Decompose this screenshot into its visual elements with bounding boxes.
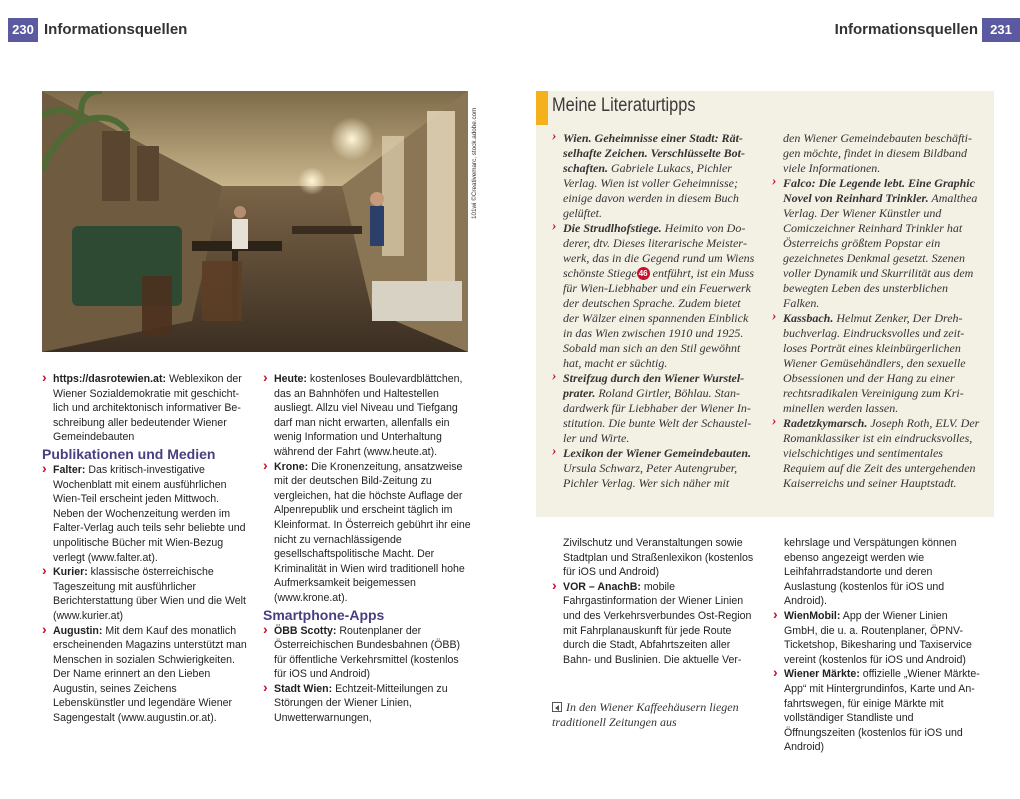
left-page-number: 230 bbox=[8, 18, 38, 42]
item-term: https://dasrotewien.at: bbox=[53, 373, 167, 385]
column-right-1 bbox=[552, 536, 760, 667]
item-term: WienMobil: bbox=[784, 609, 841, 622]
item-term: Falter: bbox=[53, 463, 86, 476]
caption-arrow-icon bbox=[552, 702, 562, 712]
list-item bbox=[263, 682, 471, 726]
literature-item bbox=[552, 446, 758, 491]
book-text: entführt, ist ein Muss für Wien-Liebhaber und ein Feuerwerk der deutschen Sprache. Zudem bietet der Wälzer einen spannenden Einblick in das Wien zwischen 1910 und 1925. Sobald man sich an den Stil gewöhnt hat, macht er süchtig. bbox=[563, 266, 754, 370]
item-text: Das kritisch-investigative Wochenblatt mit einem ausführlichen Wien-Teil erscheint jeden Mittwoch. Neben der Wochenzeitung werden im Falter-Verlag auch teils sehr beliebte und unpolitische Bücher mit Wien-Bezug verlegt (www.falter.at). bbox=[53, 463, 246, 564]
item-term: Augustin: bbox=[53, 624, 103, 637]
item-term: Krone: bbox=[274, 460, 309, 473]
book-text: Gabriele Lukacs, Pichler Verlag. Wien ist voller Geheimnisse; einige davon werden in diesem Buch gelüftet. bbox=[563, 161, 739, 220]
literature-continuation: den Wiener Gemeindebauten beschäftigen möchte, findet in diesem Bildband viele Informationen. bbox=[783, 131, 972, 175]
item-term: VOR – AnachB: bbox=[563, 580, 641, 593]
book-title: Wien. Geheimnisse einer Stadt: Rätselhafte Zeichen. Verschlüsselte Botschaften. bbox=[563, 131, 745, 175]
literature-item bbox=[552, 221, 758, 371]
list-item bbox=[773, 667, 983, 755]
item-term: Kurier: bbox=[53, 566, 88, 579]
book-title: Falco: Die Legende lebt. Eine Graphic Novel von Reinhard Trinkler. bbox=[783, 176, 975, 205]
literature-column-left bbox=[552, 131, 758, 491]
column-left-1 bbox=[42, 372, 250, 726]
list-item bbox=[552, 580, 760, 668]
item-text: Mit dem Kauf des monatlich erscheinenden Magazins unterstützt man Menschen in sozialen Schwierigkeiten. Der Name erinnert an den Lieben Augustin, seines Zeichens Lebenskünstler und legendäre Wiener Sagengestalt (www.augustin.or.at). bbox=[53, 624, 247, 725]
column-left-2 bbox=[263, 372, 471, 726]
book-text: Amalthea Verlag. Der Wiener Künstler und Comiczeichner Reinhard Trinkler hat Österreichs größtem Popstar ein gezeichnetes Denkmal gesetzt. Szenen voller Dynamik und Skurrilität aus dem bewegten Leben des unsterblichen Falken. bbox=[783, 191, 978, 310]
literature-item bbox=[552, 371, 758, 446]
item-text: Routenplaner der Österreichischen Bundesbahnen (ÖBB) für öffentliche Verkehrsmittel (kostenlos für iOS und Android) bbox=[274, 624, 461, 681]
book-title: Kassbach. bbox=[783, 311, 834, 325]
list-item bbox=[42, 624, 250, 726]
book-title: Streifzug durch den Wiener Wurstelprater. bbox=[563, 371, 745, 400]
book-text: Helmut Zenker, Der Drehbuchverlag. Eindrucksvolles und zeitloses Porträt eines kleinbürgerlichen Wiener Gemüsehändlers, den sexuelle Obsessionen und der Hang zu einer rechtsradikalen Vereinigung zum Kriminellen werden lassen. bbox=[783, 311, 966, 415]
book-text: Joseph Roth, ELV. Der Romanklassiker ist ein eindrucksvolles, vielschichtiges und sentimentales Requiem auf die Zeit des untergehenden Kaiserreichs und seiner Hauptstadt. bbox=[783, 416, 980, 490]
item-term: Heute: bbox=[274, 373, 307, 385]
item-text: Weblexikon der Wiener Sozialdemokratie mit geschichtlich und architektonisch informativer Beschreibung aller bedeutender Wiener Gemeindebauten bbox=[53, 373, 242, 444]
book-title: Radetzkymarsch. bbox=[783, 416, 868, 430]
item-text: kostenloses Boulevardblättchen, das an Bahnhöfen und Haltestellen ausliegt. Allzu viel Niveau und Tiefgang darf man nicht erwarten, allenfalls ein wenig Information und Unterhaltung während der Fahrt (www.heute.at). bbox=[274, 373, 463, 458]
item-text: Die Kronenzeitung, ansatzweise mit der deutschen Bild-Zeitung zu vergleichen, hat die höchste Auflage der Alpenrepublik und erscheint täglich im Kleinformat. In Österreich gebührt ihr eine nicht zu vernachlässigende gesellschaftspolitische Macht. Der Kriminalität in Wien wird traditionell hohe Aufmerksamkeit beigemessen (www.krone.at). bbox=[274, 460, 471, 604]
literature-title: Meine Literaturtipps bbox=[552, 95, 696, 116]
left-running-head: Informationsquellen bbox=[44, 21, 188, 38]
list-item bbox=[42, 463, 250, 565]
right-page-number: 231 bbox=[982, 18, 1020, 42]
list-item bbox=[42, 372, 250, 445]
book-text: Roland Girtler, Böhlau. Standardwerk für Liebhaber der Wiener Institution. Die bunte Welt der Schausteller und Wirte. bbox=[563, 386, 752, 445]
list-continuation: kehrslage und Verspätungen können ebenso angezeigt werden wie Leihfahrradstandorte und deren Auslastung (kostenlos für iOS und Android). bbox=[784, 537, 957, 608]
literature-item bbox=[772, 311, 980, 416]
list-item bbox=[42, 565, 250, 623]
right-running-head: Informationsquellen bbox=[834, 21, 978, 38]
item-text: mobile Fahrgastinformation der Wiener Linien und des Verkehrsverbundes Ost-Region mit Fahrplanauskunft für jede Route durch die Stadt, Abfahrtszeiten aller Bahn- und Buslinien. Die aktuelle Ver- bbox=[563, 580, 752, 666]
section-heading-media: Publikationen und Medien bbox=[42, 445, 216, 462]
photo-caption bbox=[552, 700, 772, 730]
book-text: Ursula Schwarz, Peter Autengruber, Pichler Verlag. Wer sich näher mit bbox=[563, 461, 738, 490]
item-term: ÖBB Scotty: bbox=[274, 624, 337, 637]
list-item bbox=[263, 624, 471, 682]
item-text: Echtzeit-Mitteilungen zu Störungen der Wiener Linien, Unwetterwarnungen, bbox=[274, 682, 448, 725]
item-text: App der Wiener Linien GmbH, die u. a. Routenplaner, ÖPNV-Ticketshop, Bikesharing und Taxiservice vereint (kostenlos für iOS und Android) bbox=[784, 609, 972, 666]
literature-column-right bbox=[772, 131, 980, 491]
list-item bbox=[773, 609, 983, 667]
literature-item bbox=[772, 416, 980, 491]
list-item bbox=[263, 460, 471, 606]
literature-box-accent bbox=[536, 91, 548, 125]
caption-text: In den Wiener Kaffeehäusern liegen traditionell Zeitungen aus bbox=[552, 700, 739, 729]
cafe-interior-illustration bbox=[42, 91, 468, 352]
book-title: Lexikon der Wiener Gemeindebauten. bbox=[563, 446, 751, 460]
item-term: Stadt Wien: bbox=[274, 682, 333, 695]
item-text: klassische österreichische Tageszeitung mit ausführlicher Berichterstattung über Wien und die Welt (www.kurier.at) bbox=[53, 566, 246, 622]
photo-credit bbox=[470, 91, 478, 221]
book-title: Die Strudlhofstiege. bbox=[563, 221, 662, 235]
book-text: Heimito von Doderer, dtv. Dieses literarische Meisterwerk, das in die Gegend rund um Wiens schönste Stiege bbox=[563, 221, 755, 280]
cafe-photo bbox=[42, 91, 468, 352]
item-text: offizielle „Wiener Märkte-App“ mit Hintergrundinfos, Karte und Anfahrtswegen, für einige Märkte mit vollständiger Standliste und Öffnungszeiten (kostenlos für iOS und Android) bbox=[784, 668, 980, 754]
map-reference-badge[interactable]: 46 bbox=[637, 267, 650, 280]
list-item bbox=[263, 372, 471, 460]
column-right-2 bbox=[773, 536, 983, 755]
section-heading-apps: Smartphone-Apps bbox=[263, 606, 385, 623]
literature-item bbox=[772, 176, 980, 311]
photo-credit-text: 101wi ©Creativemarc, stock.adobe.com bbox=[471, 107, 478, 219]
literature-item bbox=[552, 131, 758, 221]
list-continuation: Zivilschutz und Veranstaltungen sowie Stadtplan und Straßenlexikon (kostenlos für iOS und Android) bbox=[563, 537, 754, 579]
item-term: Wiener Märkte: bbox=[784, 668, 860, 681]
